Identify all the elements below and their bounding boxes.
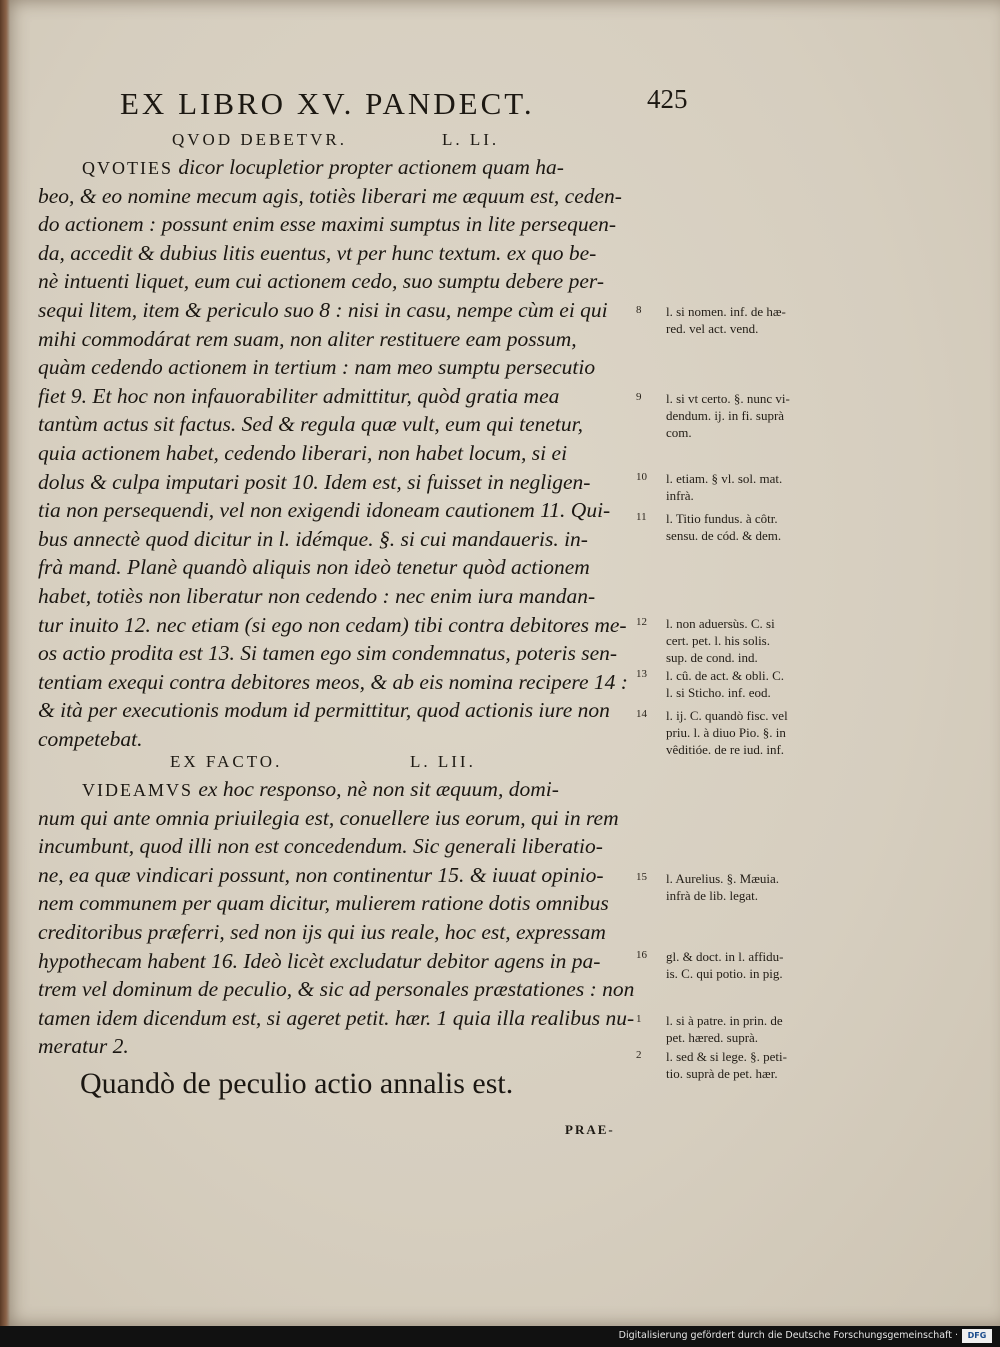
initial-word: QVOTIES — [82, 158, 173, 178]
marginal-note — [666, 510, 856, 544]
note-line: l. Aurelius. §. Mæuia. — [666, 871, 780, 886]
rubric-title: EX FACTO. — [170, 752, 283, 771]
text-line — [38, 834, 603, 859]
line-text: fiet 9. Et hoc non infauorabiliter admittitur, quòd gratia mea — [38, 383, 560, 408]
marginal-note — [666, 870, 856, 904]
line-text: tantùm actus sit factus. Sed & regula quæ vult, eum qui tenetur, — [38, 412, 584, 437]
line-text: competebat. — [38, 727, 143, 751]
text-line — [38, 441, 567, 466]
line-text: da, accedit & dubius litis euentus, vt per hunc textum. ex quo be- — [38, 240, 597, 265]
footer-bar — [0, 1326, 1000, 1347]
text-line — [38, 298, 608, 323]
note-line: l. ij. C. quandò fisc. vel — [666, 708, 788, 723]
line-text: os actio prodita est 13. Si tamen ego sim condemnatus, poteris sen- — [38, 641, 618, 666]
text-line — [38, 498, 610, 523]
line-text: mihi commodárat rem suam, non aliter restituere eam possum, — [38, 326, 577, 351]
text-line — [38, 327, 577, 352]
text-line — [38, 613, 627, 638]
note-number: 2 — [636, 1049, 642, 1061]
text-line — [38, 212, 616, 237]
line-text: frà mand. Planè quandò aliquis non ideò tenetur quòd actionem — [38, 555, 590, 580]
note-number: 14 — [636, 708, 647, 720]
page-binding-edge — [0, 0, 10, 1326]
marginal-note — [666, 470, 856, 504]
text-line — [38, 584, 595, 609]
text-line — [38, 806, 619, 831]
line-text: dicor locupletior propter actionem quam ha- — [173, 155, 564, 179]
note-line: l. non aduersùs. C. si — [666, 616, 775, 631]
note-line: l. etiam. § vl. sol. mat. — [666, 471, 783, 486]
text-line — [38, 241, 596, 266]
note-line: priu. l. à diuo Pio. §. in — [666, 725, 786, 740]
note-number: 9 — [636, 391, 642, 403]
running-head — [120, 86, 710, 122]
text-line — [38, 670, 628, 695]
line-text: creditoribus præferri, sed non ijs qui ius reale, hoc est, expressam — [38, 920, 606, 944]
marginal-note — [666, 615, 856, 666]
line-text: ex hoc responso, nè non sit æquum, domi- — [193, 777, 559, 801]
line-text: nem communem per quam dicitur, mulierem ratione dotis omnibus — [38, 891, 609, 916]
text-line — [38, 384, 559, 409]
line-text: hypothecam habent 16. Ideò licèt excludatur debitor agens in pa- — [38, 948, 601, 973]
note-number: 16 — [636, 949, 647, 961]
text-line — [38, 555, 590, 580]
rubric-title: QVOD DEBETVR. — [172, 130, 347, 149]
text-line — [38, 891, 609, 916]
note-line: is. C. qui potio. in pig. — [666, 966, 783, 981]
text-line — [38, 698, 610, 723]
text-line — [38, 527, 588, 552]
text-line — [38, 949, 600, 974]
note-number: 12 — [636, 616, 647, 628]
note-line: l. si nomen. inf. de hæ- — [666, 304, 786, 319]
note-line: l. si Sticho. inf. eod. — [666, 685, 771, 700]
line-text: bus annectè quod dicitur in l. idémque. §. si cui mandaueris. in- — [38, 526, 588, 551]
note-line: l. si à patre. in prin. de — [666, 1013, 783, 1028]
funding-credit: Digitalisierung gefördert durch die Deutsche Forschungsgemeinschaft · — [618, 1330, 958, 1341]
text-line — [38, 641, 617, 666]
line-text: do actionem : possunt enim esse maximi sumptus in lite persequen- — [38, 212, 617, 237]
lex-number: L. LII. — [410, 752, 476, 771]
text-line — [38, 269, 604, 294]
note-line: dendum. ij. in fi. suprà — [666, 408, 785, 423]
line-text: & ità per executionis modum id permittitur, quod actionis iure non — [38, 698, 610, 723]
marginal-note — [666, 1048, 856, 1082]
marginal-note — [666, 707, 856, 758]
text-line — [38, 1034, 129, 1059]
initial-word: VIDEAMVS — [82, 780, 194, 800]
text-line — [38, 470, 590, 495]
note-number: 10 — [636, 471, 647, 483]
text-line — [38, 977, 634, 1002]
line-text: nè intuenti liquet, eum cui actionem cedo, suo sumptu debere per- — [38, 269, 604, 294]
note-number: 1 — [636, 1013, 642, 1025]
line-text: num qui ante omnia priuilegia est, conuellere ius eorum, qui in rem — [38, 805, 619, 830]
note-line: cert. pet. l. his solis. — [666, 633, 770, 648]
text-line — [38, 863, 604, 888]
line-text: dolus & culpa imputari posit 10. Idem est, si fuisset in negligen- — [38, 469, 591, 494]
catchword: PRAE- — [565, 1122, 615, 1137]
text-line — [82, 777, 559, 802]
marginal-note — [666, 667, 856, 701]
section-subtitle: Quandò de peculio actio annalis est. — [80, 1067, 514, 1100]
line-text: quàm cedendo actionem in tertium : nam meo sumptu persecutio — [38, 355, 596, 380]
folio-number: 425 — [647, 84, 688, 114]
note-line: l. si vt certo. §. nunc vi- — [666, 391, 790, 406]
note-line: l. sed & si lege. §. peti- — [666, 1049, 787, 1064]
line-text: tia non persequendi, vel non exigendi idoneam cautionem 11. Qui- — [38, 498, 611, 523]
line-text: tentiam exequi contra debitores meos, & ab eis nomina recipere 14 : — [38, 669, 628, 694]
line-text: trem vel dominum de peculio, & sic ad personales præstationes : non — [38, 977, 635, 1002]
note-number: 8 — [636, 304, 642, 316]
line-text: ne, ea quæ vindicari possunt, non continentur 15. & iuuat opinio- — [38, 862, 604, 887]
marginal-note — [666, 390, 856, 441]
text-line — [38, 184, 622, 209]
marginal-note — [666, 303, 856, 337]
note-line: infrà de lib. legat. — [666, 888, 759, 903]
text-line — [82, 155, 564, 180]
note-line: sup. de cond. ind. — [666, 650, 758, 665]
text-line — [38, 355, 595, 380]
note-line: sensu. de cód. & dem. — [666, 528, 782, 543]
note-line: l. cû. de act. & obli. C. — [666, 668, 785, 683]
running-head-title: EX LIBRO XV. PANDECT. — [120, 86, 535, 121]
note-line: l. Titio fundus. à côtr. — [666, 511, 778, 526]
line-text: beo, & eo nomine mecum agis, totiès liberari me æquum est, ceden- — [38, 183, 622, 208]
dfg-logo: DFG — [962, 1329, 992, 1343]
marginal-note — [666, 948, 856, 982]
note-line: pet. hæred. suprà. — [666, 1030, 759, 1045]
text-line — [38, 412, 583, 437]
line-text: habet, totiès non liberatur non cedendo : nec enim iura mandan- — [38, 584, 596, 608]
note-line: com. — [666, 425, 692, 440]
note-line: red. vel act. vend. — [666, 321, 759, 336]
line-text: tamen idem dicendum est, si ageret petit. hær. 1 quia illa realibus nu- — [38, 1005, 635, 1030]
rubric-section-1 — [172, 130, 500, 150]
line-text: sequi litem, item & periculo suo 8 : nisi in casu, nempe cùm ei qui — [38, 298, 608, 322]
line-text: meratur 2. — [38, 1034, 129, 1059]
text-line — [38, 1006, 634, 1031]
note-number: 15 — [636, 871, 647, 883]
note-line: tio. suprà de pet. hær. — [666, 1066, 778, 1081]
line-text: incumbunt, quod illi non est concedendum. Sic generali liberatio- — [38, 834, 603, 859]
line-text: tur inuito 12. nec etiam (si ego non cedam) tibi contra debitores me- — [38, 612, 627, 637]
text-line — [38, 727, 142, 752]
note-line: vêditióe. de re iud. inf. — [666, 742, 785, 757]
note-number: 13 — [636, 668, 647, 680]
rubric-section-2 — [170, 752, 476, 772]
note-line: infrà. — [666, 488, 694, 503]
note-line: gl. & doct. in l. affidu- — [666, 949, 784, 964]
text-line — [38, 920, 606, 945]
marginal-note — [666, 1012, 856, 1046]
lex-number: L. LI. — [442, 130, 500, 149]
note-number: 11 — [636, 511, 647, 523]
line-text: quia actionem habet, cedendo liberari, non habet locum, si ei — [38, 441, 568, 465]
